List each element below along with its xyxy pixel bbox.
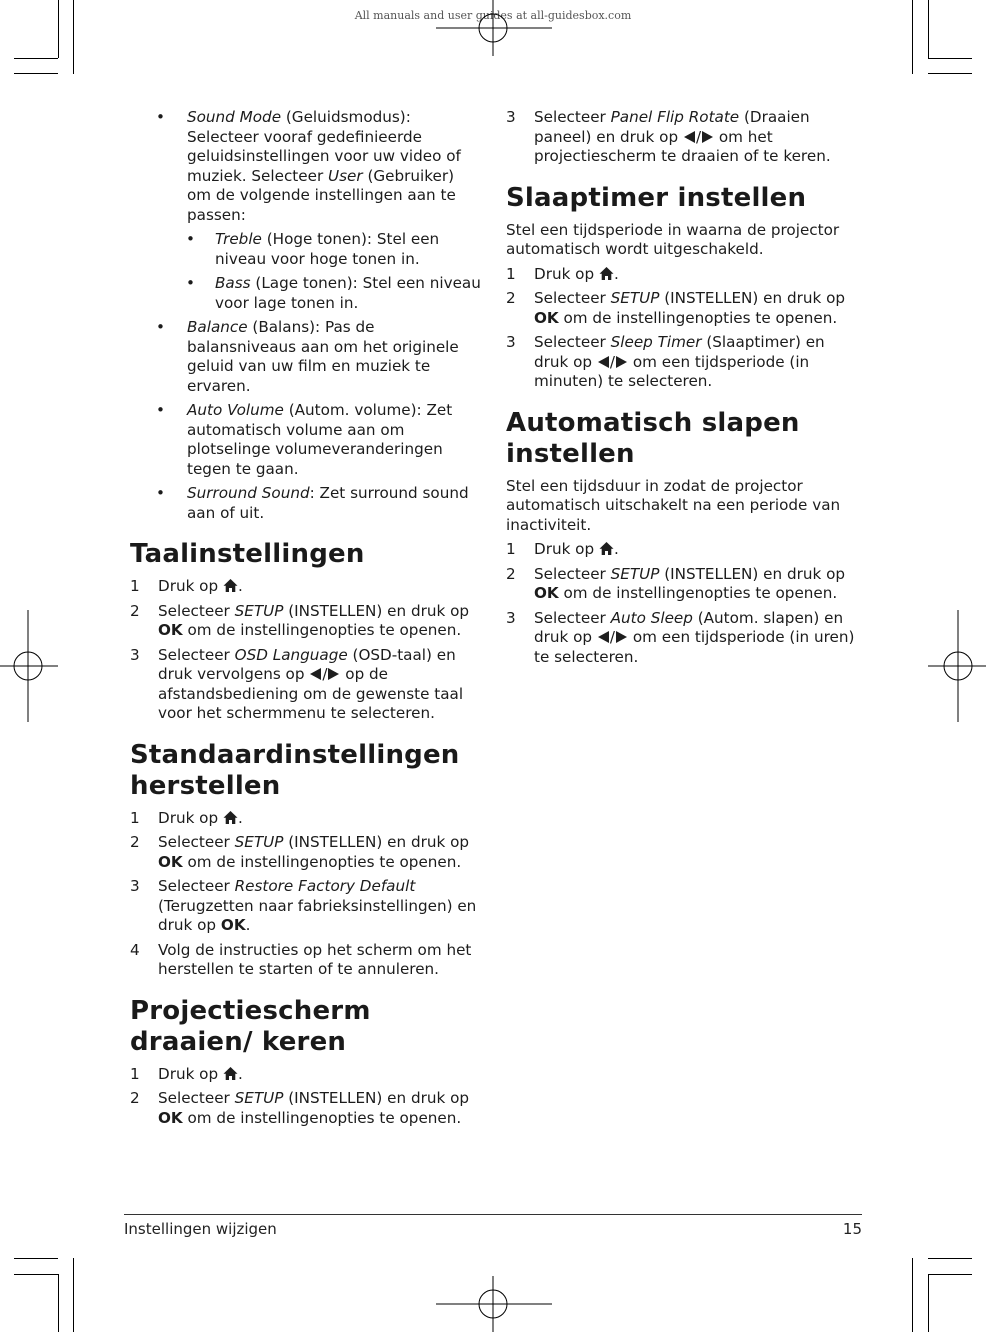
crop-mark	[14, 58, 58, 59]
step-item: 1 Druk op .	[506, 264, 619, 283]
home-icon	[223, 810, 238, 825]
section-title-sleep: Slaaptimer instellen	[506, 182, 807, 213]
crop-mark	[912, 1258, 913, 1332]
step-item: 3 Selecteer Panel Flip Rotate (Draaien paneel) en druk op / om het projectiescherm te draaien of te keren.	[506, 108, 831, 165]
home-icon	[223, 1066, 238, 1081]
registration-mark-icon	[926, 610, 986, 722]
registration-mark-icon	[436, 1274, 552, 1332]
section-intro: Stel een tijdsduur in zodat de projector automatisch uitschakelt na een periode van inactiviteit.	[506, 476, 841, 534]
arrow-left-icon	[683, 130, 696, 144]
registration-mark-icon	[436, 0, 552, 58]
crop-mark	[58, 0, 59, 58]
crop-mark	[912, 0, 913, 74]
section-title-reset: Standaardinstellingen herstellen	[130, 739, 460, 801]
crop-mark	[928, 1274, 972, 1275]
crop-mark	[73, 1258, 74, 1332]
crop-mark	[928, 1258, 972, 1259]
crop-mark	[928, 0, 929, 58]
crop-mark	[928, 1274, 929, 1332]
crop-mark	[14, 1258, 58, 1259]
left-column	[130, 108, 482, 1133]
crop-mark	[928, 58, 972, 59]
crop-mark	[928, 73, 972, 74]
step-item: 4 Volg de instructies op het scherm om het herstellen te starten of te annuleren.	[130, 940, 472, 978]
arrow-left-icon	[597, 355, 610, 369]
list-item: • Surround Sound: Zet surround sound aan of uit.	[156, 484, 469, 522]
step-item: 2 Selecteer SETUP (INSTELLEN) en druk op OK om de instellingenopties te openen.	[130, 601, 470, 639]
step-item: 2 Selecteer SETUP (INSTELLEN) en druk op OK om de instellingenopties te openen.	[506, 564, 846, 602]
step-item: 1 Druk op .	[130, 808, 243, 827]
watermark: All manuals and user guides at all-guidesbox.com	[354, 9, 632, 22]
step-item: 2 Selecteer SETUP (INSTELLEN) en druk op OK om de instellingenopties te openen.	[130, 1089, 470, 1127]
list-item: • Treble (Hoge tonen): Stel een niveau voor hoge tonen in.	[186, 230, 440, 268]
step-item: 3 Selecteer OSD Language (OSD-taal) en druk vervolgens op / op de afstandsbediening om de gewenste taal voor het schermmenu te selecteren.	[130, 645, 464, 722]
list-item: • Auto Volume (Autom. volume): Zet automatisch volume aan om plotselinge volumeveranderingen tegen te gaan.	[156, 401, 453, 478]
arrow-left-icon	[309, 667, 322, 681]
right-column	[506, 108, 862, 672]
step-item: 3 Selecteer Sleep Timer (Slaaptimer) en druk op / om een tijdsperiode (in minuten) te selecteren.	[506, 333, 825, 390]
crop-mark	[58, 1274, 59, 1332]
page-number: 15	[842, 1220, 862, 1238]
step-item: 2 Selecteer SETUP (INSTELLEN) en druk op OK om de instellingenopties te openen.	[506, 289, 846, 327]
step-item: 3 Selecteer Auto Sleep (Autom. slapen) en druk op / om een tijdsperiode (in uren) te selecteren.	[506, 608, 855, 666]
footer-section-title: Instellingen wijzigen	[124, 1220, 277, 1238]
arrow-right-icon	[615, 355, 628, 369]
crop-mark	[14, 73, 58, 74]
step-item: 1 Druk op .	[506, 540, 619, 558]
step-item: 3 Selecteer Restore Factory Default (Terugzetten naar fabrieksinstellingen) en druk op OK.	[130, 877, 477, 934]
arrow-left-icon	[597, 630, 610, 644]
step-item: 2 Selecteer SETUP (INSTELLEN) en druk op OK om de instellingenopties te openen.	[130, 833, 470, 871]
arrow-right-icon	[327, 667, 340, 681]
home-icon	[599, 541, 614, 556]
arrow-right-icon	[615, 630, 628, 644]
step-item: 1 Druk op .	[130, 577, 243, 595]
crop-mark	[73, 0, 74, 74]
list-item: • Bass (Lage tonen): Stel een niveau voor lage tonen in.	[186, 274, 481, 312]
footer-divider	[124, 1214, 862, 1215]
arrow-right-icon	[701, 130, 714, 144]
section-title-taal: Taalinstellingen	[130, 539, 365, 569]
step-item: 1 Druk op .	[130, 1064, 243, 1083]
list-item: • Sound Mode (Geluidsmodus): Selecteer vooraf gedefinieerde geluidsinstellingen voor uw video of muziek. Selecteer User (Gebruiker) om de volgende instellingen aan te passen:	[156, 108, 461, 224]
section-title-flip: Projectiescherm draaien/ keren	[130, 995, 371, 1057]
registration-mark-icon	[0, 610, 60, 722]
home-icon	[223, 578, 238, 593]
section-title-auto-sleep: Automatisch slapen instellen	[506, 407, 800, 469]
list-item: • Balance (Balans): Pas de balansniveaus aan om het originele geluid van uw film en muziek te ervaren.	[156, 318, 459, 395]
crop-mark	[14, 1274, 58, 1275]
home-icon	[599, 266, 614, 281]
section-intro: Stel een tijdsperiode in waarna de projector automatisch wordt uitgeschakeld.	[506, 220, 840, 258]
